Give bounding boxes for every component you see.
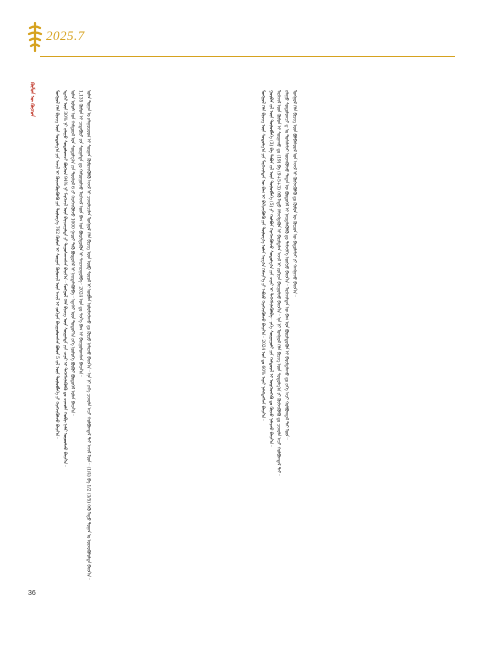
mongolian-script-logo-icon	[27, 22, 43, 52]
paragraph: 1,135 ᠬᠦᠮᠦᠨ ᠢ ᠴᠢᠳᠠᠪᠤᠷᠢ ᠶᠢᠨ ᠰᠤᠷᠭᠠᠯᠲᠠ ᠳᠤ ᠬᠠᠮᠷᠤᠭᠤᠯᠵᠤ ᠮᠡᠷᠭᠡᠵᠢᠯ ᠦᠨ ᠪᠠᠭ ᠤᠨ ᠪᠦᠷᠢᠯᠳᠦᠭᠦᠨ ᠢ ᠰᠠᠢᠵᠢᠷᠠᠭᠤᠯᠪᠠ᠃ 2024 ᠣᠨ ᠳᠤ ᠰᠢᠨ᠎ᠡ ᠪᠠᠭ ᠢ ᠪᠠᠢᠭᠤᠯᠤᠭᠰᠠᠨ ᠪᠠᠢᠨ᠎ᠠ᠃	[77, 90, 83, 377]
paragraph: ᠣᠯᠠᠨ ᠲᠣᠭᠠᠨ ᠤ ᠵᠠᠯᠠᠭᠤᠴᠤᠳ ᠢ ᠰᠤᠷᠭᠠᠨ ᠬᠦᠮᠦᠵᠢᠭᠦᠯᠬᠦ ᠠᠵᠢᠯ ᠢ ᠴᠢᠬᠤᠯᠠᠴᠢᠯᠠᠨ ᠮᠣᠩᠭᠣᠯ ᠬᠡᠯᠡ ᠪᠢᠴᠢᠭ ᠦᠨ ᠥᠪ ᠰᠤᠶᠤᠯ ᠢ ᠥᠪᠯᠡᠨ ᠤᠯᠤᠮᠵᠢᠯᠠᠬᠤ ᠳᠤ ᠬᠦᠴᠦ ᠨᠡᠮᠡᠷᠵᠦ ᠪᠠᠢᠨ᠎ᠠ᠃ ᠡᠨᠡ ᠨᠢ ᠶᠡᠬᠡ ᠴᠢᠬᠤᠯᠠ ᠠᠴᠢ ᠬᠣᠯᠪᠣᠭᠳᠠᠯ ᠲᠠᠢ ᠠᠵᠢᠯ ᠮᠥᠨ᠃ (1/4) ᠪᠠ 1/2 (3/5) ᠭᠡᠬᠦ ᠮᠡᠲᠦ ᠲᠣᠭᠠᠨ ᠤ ᠦᠵᠦᠭᠦᠯᠦᠯᠲᠡ ᠪᠠᠢᠨ᠎ᠠ᠃	[85, 90, 91, 580]
page-number: 36	[28, 590, 36, 597]
header-divider	[40, 56, 455, 57]
paragraph: ᠭᠤᠷᠪᠠᠨ ᠵᠢᠯ ᠦᠨ ᠲᠥᠯᠥᠪᠯᠡᠭᠡ (3) ᠪᠠ ᠲᠠᠪᠤᠨ ᠵᠢᠯ ᠦᠨ ᠲᠥᠯᠥᠪᠯᠡᠭᠡ (5) ᠶᠢ ᠬᠣᠯᠪᠣᠨ ᠬᠡᠷᠡᠭᠵᠢᠭᠦᠯᠵᠦ ᠰᠤᠳᠤᠯᠭ᠎ᠠ ᠶᠢᠨ ᠴᠢᠨᠠᠷ ᠢ ᠳᠡᠭᠡᠭᠰᠢᠯᠡᠭᠦᠯᠪᠡ᠃ ᠶᠡᠬᠡ ᠰᠤᠷᠭᠠᠭᠤᠯᠢ ᠶᠢᠨ ᠬᠠᠮᠲᠤᠷᠠᠯ ᠢ ᠥᠷᠭᠡᠳᠬᠡᠬᠦ ᠳᠤ ᠬᠦᠴᠦ ᠨᠡᠮᠡᠷᠵᠦ ᠪᠠᠢᠨ᠎ᠠ᠃	[267, 90, 273, 447]
paragraph: ᠮᠡᠷᠭᠡᠵᠢᠯ ᠦᠨ ᠬᠦᠮᠦᠨ ᠢ ᠰᠤᠷᠭᠠᠬᠤ ᠳᠤ (19) ᠪᠠ (9+5+3) ᠭᠡᠬᠦ ᠮᠡᠲᠦ ᠬᠡᠮᠵᠢᠭᠳᠡᠬᠦᠨ ᠢ ᠪᠠᠷᠢᠮᠲᠠᠯᠠᠨ ᠠᠵᠢᠯ ᠢ ᠵᠣᠬᠢᠶᠠᠨ ᠪᠠᠢᠭᠤᠯᠵᠤ ᠪᠠᠢᠨ᠎ᠠ᠃ ᠡᠨᠡ ᠨᠢ ᠮᠣᠩᠭᠣᠯ ᠬᠡᠯᠡ ᠪᠢᠴᠢᠭ ᠦᠨ ᠰᠤᠳᠤᠯᠭ᠎ᠠ ᠶᠢ ᠬᠥᠭᠵᠢᠭᠦᠯᠬᠦ ᠳᠤ ᠴᠢᠬᠤᠯᠠ ᠠᠴᠢ ᠬᠣᠯᠪᠣᠭᠳᠠᠯ ᠲᠠᠢ᠃	[275, 90, 281, 476]
paragraph: ᠡᠳᠡᠭᠡᠷ ᠦᠨ 30% ᠨᠢ ᠵᠠᠯᠠᠭᠤ ᠰᠤᠳᠤᠯᠤᠭᠴᠢ ᠪᠥᠭᠡᠳ 94% ᠨᠢ ᠮᠡᠷᠭᠡᠵᠢᠯ ᠦᠨ ᠪᠠᠶᠢᠴᠠᠭᠠᠯᠲᠠ ᠶᠢ ᠳᠠᠭᠤᠰᠬᠠᠭᠰᠠᠨ ᠪᠠᠢᠨ᠎ᠠ᠃ ᠮᠣᠩᠭᠣᠯ ᠬᠡᠯᠡ ᠪᠢᠴᠢᠭ ᠦᠨ ᠰᠤᠷᠭᠠᠯᠲᠠ ᠶᠢᠨ ᠴᠢᠨᠠᠷ ᠢ ᠳᠡᠭᠡᠭᠰᠢᠯᠡᠭᠦᠯᠬᠦ ᠳᠤ ᠴᠢᠬᠤᠯᠠ ᠬᠤᠪᠢ ᠨᠡᠮᠡᠷ ᠣᠷᠤᠤᠯᠵᠤ ᠪᠠᠢᠨ᠎ᠠ᠃	[61, 90, 67, 467]
paragraph: ᠮᠣᠩᠭᠣᠯ ᠬᠡᠯᠡ ᠪᠢᠴᠢᠭ ᠦᠨ ᠪᠣᠯᠪᠠᠰᠤᠷᠠᠯ ᠤᠨ ᠠᠵᠢᠯ ᠢ ᠬᠥᠭᠵᠢᠭᠦᠯᠬᠦ ᠳᠤ ᠬᠦᠮᠦᠨ ᠦ ᠬᠦᠴᠦᠨ ᠦ ᠪᠠᠲᠤᠯᠠᠮᠵᠢ ᠶᠢ ᠬᠠᠩᠭᠠᠵᠤ ᠪᠠᠢᠨ᠎ᠠ᠃	[291, 90, 297, 297]
paragraph: ᠵᠠᠯᠠᠭᠤ ᠰᠤᠳᠤᠯᠤᠭᠴᠢ ᠳ ᠤ ᠲᠤᠰᠠᠯᠠᠮᠵᠢ ᠦᠵᠡᠭᠦᠯᠵᠦ ᠲᠡᠳᠡᠨ ᠦ ᠪᠦᠲᠦᠭᠡᠯ ᠢ ᠨᠡᠢᠲᠡᠯᠡᠭᠦᠯᠬᠦ ᠳᠤ ᠳᠡᠮᠵᠢᠯᠭᠡ ᠥᠭᠴᠦ ᠪᠠᠢᠨ᠎ᠠ᠃ ᠮᠡᠷᠭᠡᠵᠢᠯᠲᠡᠨ ᠦ ᠪᠠᠭ ᠤᠨ ᠪᠦᠷᠢᠯᠳᠦᠭᠦᠨ ᠢ ᠪᠠᠷᠢᠮᠲᠠᠯᠠᠬᠤ ᠳᠤ ᠶᠡᠬᠡ ᠠᠴᠢ ᠬᠣᠯᠪᠣᠭᠳᠠᠯ ᠲᠠᠢ ᠮᠥᠨ᠃	[283, 90, 289, 440]
paragraph: ᠮᠣᠩᠭᠣᠯ ᠬᠡᠯᠡ ᠪᠢᠴᠢᠭ ᠦᠨ ᠰᠤᠳᠤᠯᠭ᠎ᠠ ᠶᠢᠨ ᠮᠡᠷᠭᠡᠵᠢᠯᠲᠡᠨ ᠦ ᠪᠠᠭ ᠢ ᠪᠡᠬᠢᠵᠢᠭᠦᠯᠬᠦ ᠶᠢᠨ ᠲᠥᠯᠥᠭ᠎ᠡ ᠣᠯᠠᠨ ᠠᠷᠭ᠎ᠠ ᠬᠡᠮᠵᠢᠶ᠎ᠡ ᠶᠢ ᠠᠪᠴᠤ ᠬᠡᠷᠡᠭᠵᠢᠭᠦᠯᠵᠦ ᠪᠠᠢᠨ᠎ᠠ᠃ 2024 ᠣᠨ ᠳᠤ 60% ᠢᠶᠠᠷ ᠨᠡᠮᠡᠭᠳᠡᠭᠰᠡᠨ ᠪᠠᠢᠨ᠎ᠠ᠃	[259, 90, 265, 421]
paragraph: ᠮᠣᠩᠭᠣᠯ ᠬᠡᠯᠡ ᠪᠢᠴᠢᠭ ᠦᠨ ᠰᠤᠳᠤᠯᠭ᠎ᠠ ᠶᠢᠨ ᠠᠵᠢᠯ ᠢ ᠭᠦᠨᠵᠡᠭᠦᠷᠡᠭᠦᠯᠬᠦ ᠶᠢᠨ ᠲᠥᠯᠥᠭ᠎ᠡ 762 ᠬᠦᠮᠦᠨ ᠢ ᠰᠤᠷᠭᠠᠨ ᠬᠦᠮᠦᠵᠢᠯ ᠦᠨ ᠠᠵᠢᠯ ᠢ ᠵᠣᠬᠢᠶᠠᠨ ᠪᠠᠢᠭᠤᠯᠤᠭᠰᠠᠨ ᠪᠣᠯᠤᠨ 5 ᠵᠢᠯ ᠦᠨ ᠲᠥᠯᠥᠪᠯᠡᠭᠡ ᠶᠢ ᠬᠡᠷᠡᠭᠵᠢᠭᠦᠯᠵᠦ ᠪᠠᠢᠨ᠎ᠠ᠃	[53, 90, 59, 439]
paragraph: ᠣᠯᠠᠨ ᠤᠯᠤᠰ ᠤᠨ ᠬᠠᠮᠲᠤᠷᠠᠯ ᠤᠨ ᠰᠤᠳᠤᠯᠭ᠎ᠠ ᠶᠢᠨ ᠲᠥᠰᠥᠯ 6 ᠶᠢ ᠬᠡᠷᠡᠭᠵᠢᠭᠦᠯᠵᠦ 1000 ᠭᠠᠷᠤᠢ ᠲᠡᠬᠦ ᠪᠦᠲᠦᠭᠡᠯ ᠢ ᠨᠡᠢᠲᠡᠯᠡᠭᠦᠯᠪᠡ᠃ ᠡᠳᠡᠭᠡᠷ ᠦᠨ ᠳᠣᠲᠣᠷ᠎ᠠ ᠶᠡᠬᠡ ᠨᠥᠯᠦᠭᠡ ᠪᠦᠬᠦᠢ ᠪᠦᠲᠦᠭᠡᠯ ᠣᠯᠠᠨ ᠪᠠᠢᠨ᠎ᠠ᠃	[69, 90, 75, 416]
left-text-column	[52, 82, 92, 582]
section-title: ᠬᠦᠮᠦᠨ ᠦ ᠬᠦᠴᠦᠨ	[29, 82, 35, 117]
issue-year: 2025.7	[46, 28, 85, 43]
right-text-column	[258, 82, 298, 582]
